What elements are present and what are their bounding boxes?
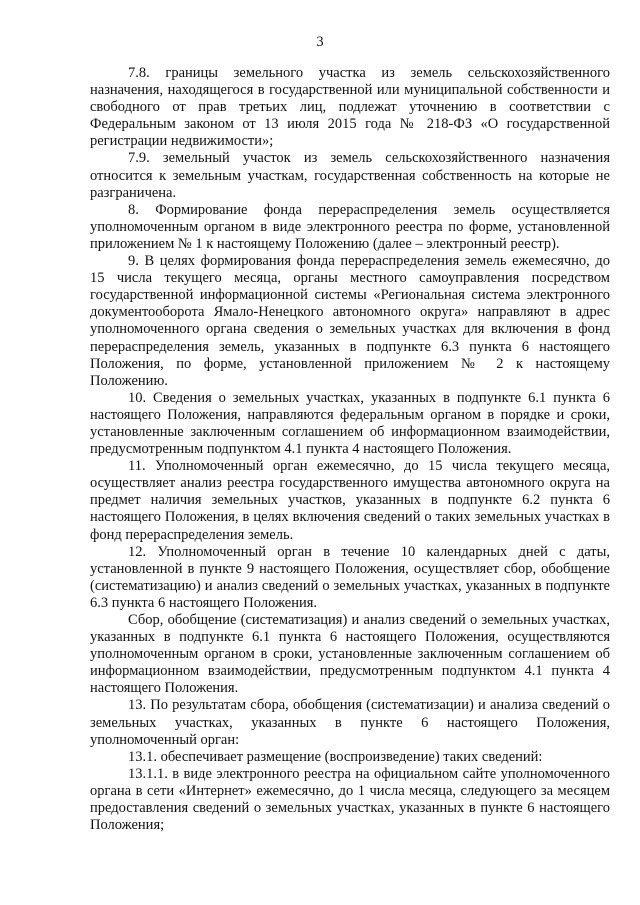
paragraph-7-8: 7.8. границы земельного участка из земель сельскохозяйственного назначения, находящегося в государственной или муниципальной собственности и свободного от прав третьих лиц, подлежат уточнению в соответствии с Федеральным законом от 13 июля 2015 года № 218-ФЗ «О государственной регистрации недвижимости»; <box>90 65 610 150</box>
paragraph-8: 8. Формирование фонда перераспределения земель осуществляется уполномоченным органом в виде электронного реестра по форме, установленной приложением № 1 к настоящему Положению (далее – электронный реестр). <box>90 201 610 252</box>
paragraph-7-9: 7.9. земельный участок из земель сельскохозяйственного назначения относится к земельным участкам, государственная собственность на которые не разграничена. <box>90 150 610 201</box>
paragraph-10: 10. Сведения о земельных участках, указанных в подпункте 6.1 пункта 6 настоящего Положения, направляются федеральным органом в порядке и сроки, установленные заключенным соглашением об информационном взаимодействии, предусмотренным подпунктом 4.1 пункта 4 настоящего Положения. <box>90 389 610 458</box>
document-body <box>90 65 610 834</box>
paragraph-9: 9. В целях формирования фонда перераспределения земель ежемесячно, до 15 числа текущего месяца, органы местного самоуправления посредством государственной информационной системы «Региональная система электронного документооборота Ямало-Ненецкого автономного округа» направляют в адрес уполномоченного органа сведения о земельных участках для включения в фонд перераспределения земель, указанных в подпункте 6.3 пункта 6 настоящего Положения, по форме, установленной приложением № 2 к настоящему Положению. <box>90 253 610 389</box>
page-number: 3 <box>316 34 324 50</box>
paragraph-12: 12. Уполномоченный орган в течение 10 календарных дней с даты, установленной в пункте 9 настоящего Положения, осуществляет сбор, обобщение (систематизацию) и анализ сведений о земельных участках, указанных в подпункте 6.3 пункта 6 настоящего Положения. <box>90 543 610 611</box>
paragraph-13-1: 13.1. обеспечивает размещение (воспроизведение) таких сведений: <box>128 748 543 765</box>
paragraph-11: 11. Уполномоченный орган ежемесячно, до 15 числа текущего месяца, осуществляет анализ реестра государственного имущества автономного округа на предмет наличия земельных участков, указанных в подпункте 6.2 пункта 6 настоящего Положения, в целях включения сведений о таких земельных участках в фонд перераспределения земель. <box>90 458 610 543</box>
paragraph-12-continued: Сбор, обобщение (систематизация) и анализ сведений о земельных участках, указанных в подпункте 6.1 пункта 6 настоящего Положения, осуществляются уполномоченным органом в сроки, установленные заключенным соглашением об информационном взаимодействии, предусмотренным подпунктом 4.1 пункта 4 настоящего Положения. <box>90 612 610 697</box>
paragraph-13: 13. По результатам сбора, обобщения (систематизации) и анализа сведений о земельных участках, указанных в пункте 6 настоящего Положения, уполномоченный орган: <box>90 697 610 748</box>
paragraph-13-1-1: 13.1.1. в виде электронного реестра на официальном сайте уполномоченного органа в сети «Интернет» ежемесячно, до 1 числа месяца, следующего за месяцем предоставления сведений о земельных участках, указанных в пункте 6 настоящего Положения; <box>90 765 610 834</box>
